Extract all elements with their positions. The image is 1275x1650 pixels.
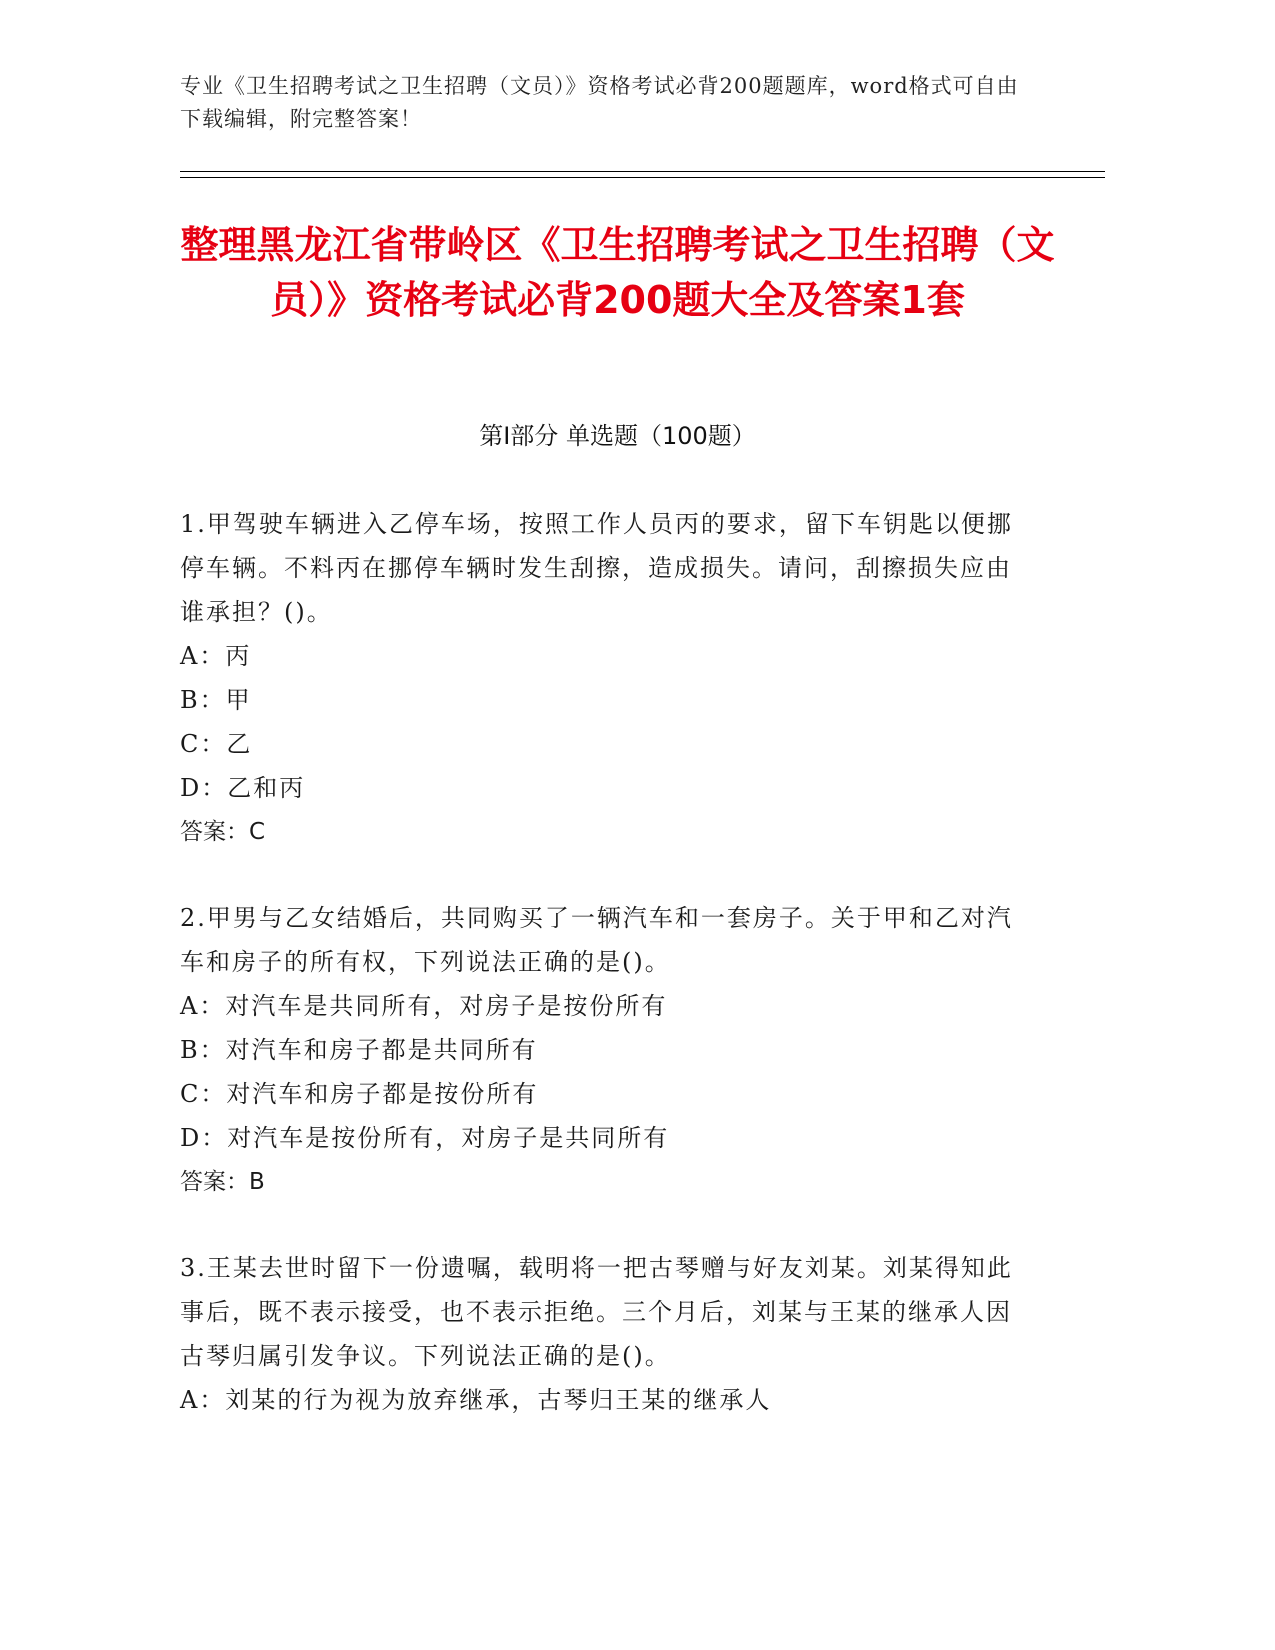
question-text: 1.甲驾驶车辆进入乙停车场，按照工作人员丙的要求，留下车钥匙以便挪停车辆。不料丙在挪停车辆时发生刮擦，造成损失。请问，刮擦损失应由谁承担？()。 [180,510,1013,626]
option-a: A：刘某的行为视为放弃继承，古琴归王某的继承人 [180,1386,772,1414]
option-b: B：对汽车和房子都是共同所有 [180,1036,538,1064]
question-1 [180,502,1020,854]
header-note: 专业《卫生招聘考试之卫生招聘（文员）》资格考试必背200题题库，word格式可自由下载编辑，附完整答案！ [180,74,1019,131]
question-3 [180,1246,1020,1422]
question-text: 3.王某去世时留下一份遗嘱，载明将一把古琴赠与好友刘某。刘某得知此事后，既不表示接受，也不表示拒绝。三个月后，刘某与王某的继承人因古琴归属引发争议。下列说法正确的是()。 [180,1254,1013,1370]
answer-label: 答案：C [180,819,266,845]
question-2 [180,896,1020,1204]
option-b: B：甲 [180,686,252,714]
option-a: A：对汽车是共同所有，对房子是按份所有 [180,992,668,1020]
section-heading: 第Ⅰ部分 单选题（100题） [479,422,756,450]
question-text: 2.甲男与乙女结婚后，共同购买了一辆汽车和一套房子。关于甲和乙对汽车和房子的所有权，下列说法正确的是()。 [180,904,1013,976]
answer-label: 答案：B [180,1169,265,1195]
question-list [180,502,1020,1464]
header-divider-bottom [180,177,1105,178]
header-divider-top [180,171,1105,172]
option-c: C：对汽车和房子都是按份所有 [180,1080,539,1108]
option-d: D：乙和丙 [180,774,306,802]
option-c: C：乙 [180,730,253,758]
document-title: 整理黑龙江省带岭区《卫生招聘考试之卫生招聘（文员）》资格考试必背200题大全及答案1套 [180,223,1055,322]
option-d: D：对汽车是按份所有，对房子是共同所有 [180,1124,670,1152]
option-a: A：丙 [180,642,252,670]
